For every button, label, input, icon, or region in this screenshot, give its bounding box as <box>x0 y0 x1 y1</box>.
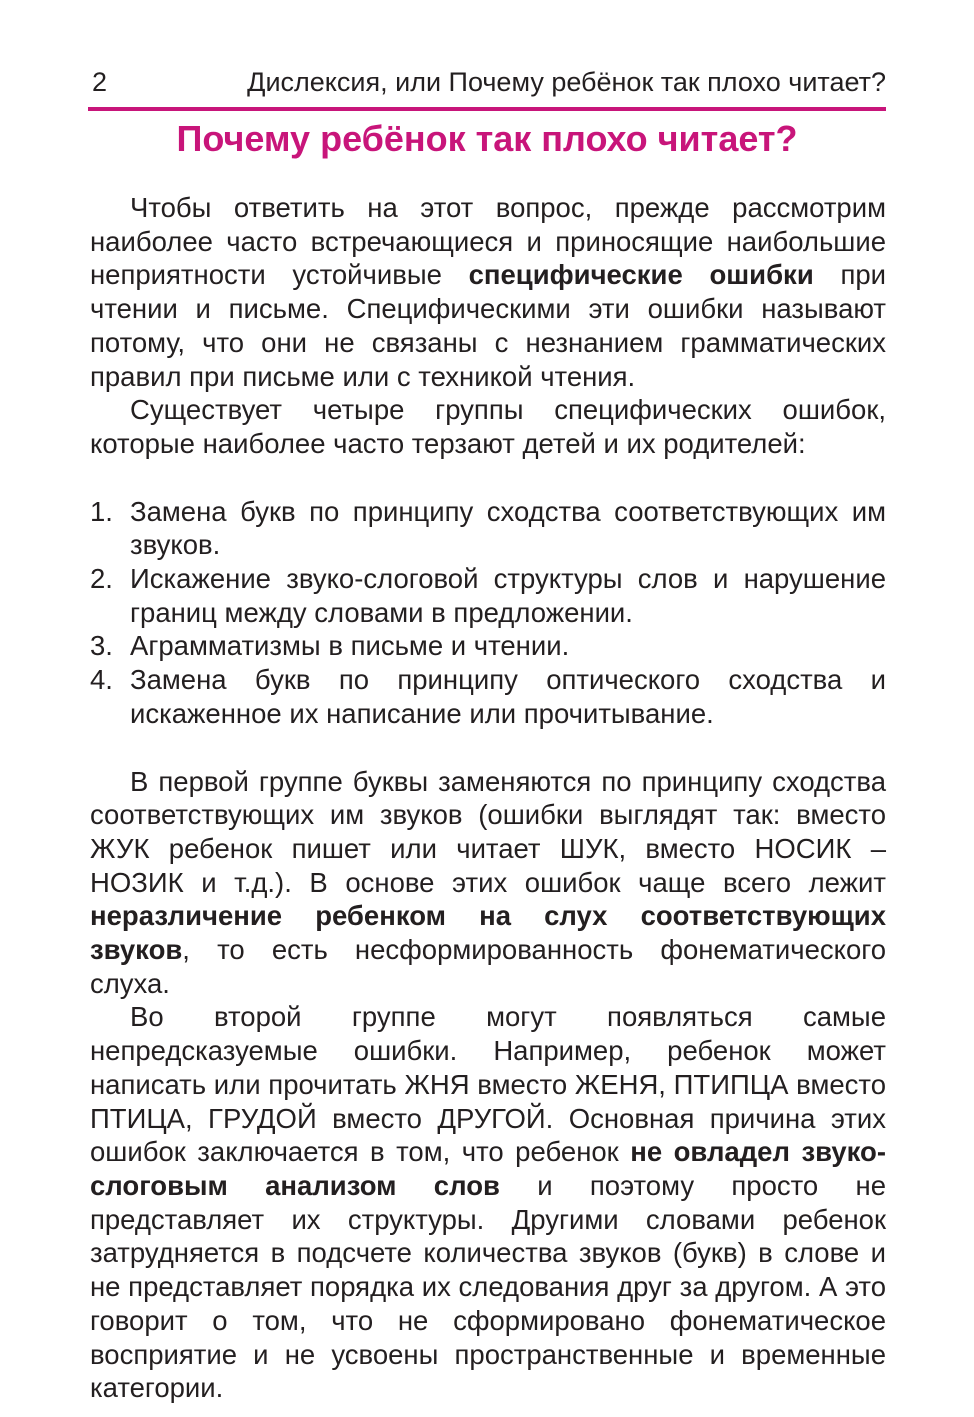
emphasis-hearing: неразличение ребенком на слух соответствующих звуков <box>90 900 886 966</box>
list-item: 4. Замена букв по принципу оптического сходства и искаженное их написание или прочитывание. <box>90 664 886 729</box>
emphasis-specific-errors: специфические ошибки <box>468 259 814 291</box>
list-item: 1. Замена букв по принципу сходства соответствующих им звуков. <box>90 495 886 561</box>
page-number: 2 <box>92 67 108 97</box>
chapter-title: Почему ребёнок так плохо читает? <box>176 118 798 159</box>
paragraph-3: В первой группе буквы заменяются по принципу сходства соответствующих им звуков (ошибки выглядят так: вместо ЖУК ребенок пишет или читает ШУК, вместо НОСИК – НОЗИК и т.д.). В основе этих ошибок чаще всего лежит неразличение ребенком на слух соответствующих звуков, то есть несформированность фонематического слуха. <box>90 765 886 999</box>
header-divider <box>88 107 886 111</box>
paragraph-4: Во второй группе могут появляться самые непредсказуемые ошибки. Например, ребенок может написать или прочитать ЖНЯ вместо ЖЕНЯ, ПТИПЦА вместо ПТИЦА, ГРУДОЙ вместо ДРУГОЙ. Основная причина этих ошибок заключается в том, что ребенок не овладел звуко-слоговым анализом слов и поэтому просто не представляет их структуры. Другими словами ребенок затрудняется в подсчете количества звуков (букв) в слове и не представляет порядка их следования друг за другом. А это говорит о том, что не сформировано фонематическое восприятие и не усвоены пространственные и временные категории. <box>90 1001 886 1404</box>
paragraph-1: Чтобы ответить на этот вопрос, прежде рассмотрим наиболее часто встречающиеся и приносящие наибольшие неприятности устойчивые специфические ошибки при чтении и письме. Специфическими эти ошибки называют потому, что они не связаны с незнанием грамматических правил при письме или с техникой чтения. <box>90 192 886 392</box>
running-title: Дислексия, или Почему ребёнок так плохо читает? <box>247 67 886 97</box>
paragraph-2: Существует четыре группы специфических ошибок, которые наиболее часто терзают детей и их родителей: <box>90 394 886 459</box>
list-item: 2. Искажение звуко-слоговой структуры слов и нарушение границ между словами в предложении. <box>90 563 886 628</box>
emphasis-syllable-analysis: не овладел звуко-слоговым анализом слов <box>90 1136 886 1201</box>
list-item: 3. Аграмматизмы в письме и чтении. <box>90 630 570 662</box>
error-groups-list <box>90 495 886 731</box>
body-text <box>90 191 886 1405</box>
page-header <box>88 62 886 102</box>
